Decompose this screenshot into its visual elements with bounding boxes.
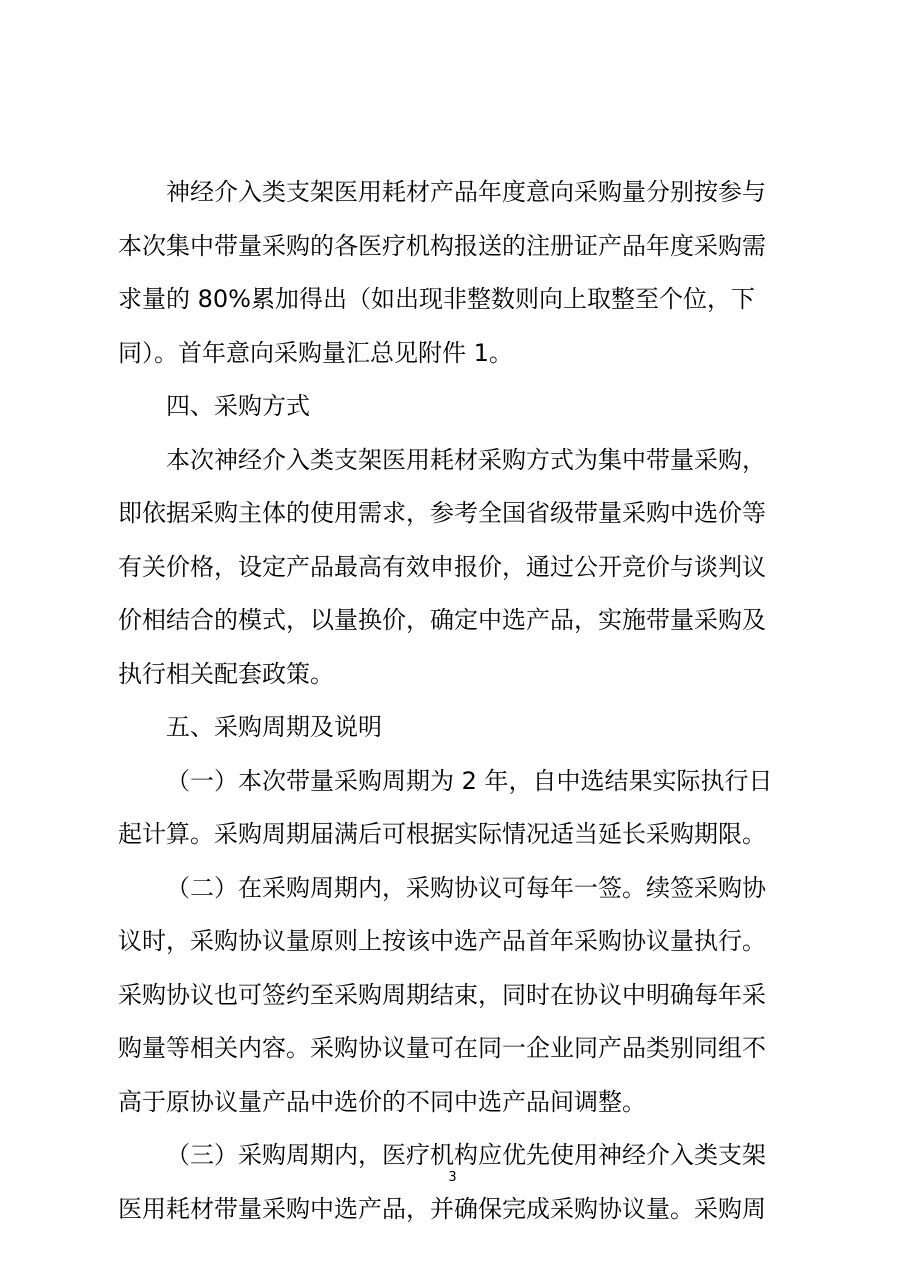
text-line: 价相结合的模式，以量换价，确定中选产品，实施带量采购及 — [118, 606, 766, 634]
paragraph-purchase-method — [118, 434, 790, 702]
paragraph-period-item-1 — [118, 755, 790, 862]
text-line: （三）采购周期内，医疗机构应优先使用神经介入类支架 — [166, 1141, 766, 1169]
paragraph-period-item-2 — [118, 862, 790, 1130]
text-line: 同）。首年意向采购量汇总见附件 1。 — [118, 338, 513, 367]
text-line: 议时，采购协议量原则上按该中选产品首年采购协议量执行。 — [118, 927, 766, 955]
text-line: 医用耗材带量采购中选产品，并确保完成采购协议量。采购周 — [118, 1194, 766, 1223]
text-line: 本次神经介入类支架医用耗材采购方式为集中带量采购， — [166, 445, 766, 474]
document-body — [118, 166, 790, 1236]
text-line: 购量等相关内容。采购协议量可在同一企业同产品类别同组不 — [118, 1034, 766, 1062]
section-heading-purchase-method — [118, 380, 790, 434]
text-line: 求量的 80%累加得出（如出现非整数则向上取整至个位，下 — [118, 285, 755, 313]
text-line: 即依据采购主体的使用需求，参考全国省级带量采购中选价等 — [118, 499, 766, 527]
heading-line: 四、采购方式 — [166, 392, 310, 420]
text-line: （一）本次带量采购周期为 2 年，自中选结果实际执行日 — [166, 766, 773, 795]
paragraph-intended-volume — [118, 166, 790, 380]
text-line: 采购协议也可签约至采购周期结束，同时在协议中明确每年采 — [118, 980, 766, 1009]
text-line: 神经介入类支架医用耗材产品年度意向采购量分别按参与 — [166, 178, 766, 206]
text-line: （二）在采购周期内，采购协议可每年一签。续签采购协 — [166, 873, 766, 902]
section-heading-purchase-period — [118, 701, 790, 755]
text-line: 高于原协议量产品中选价的不同中选产品间调整。 — [118, 1087, 646, 1116]
text-line: 起计算。采购周期届满后可根据实际情况适当延长采购期限。 — [118, 820, 766, 848]
text-line: 有关价格，设定产品最高有效申报价，通过公开竞价与谈判议 — [118, 552, 766, 581]
text-line: 本次集中带量采购的各医疗机构报送的注册证产品年度采购需 — [118, 231, 766, 260]
page-number: 3 — [448, 1170, 457, 1185]
heading-line: 五、采购周期及说明 — [166, 713, 382, 741]
text-line: 执行相关配套政策。 — [118, 659, 334, 688]
